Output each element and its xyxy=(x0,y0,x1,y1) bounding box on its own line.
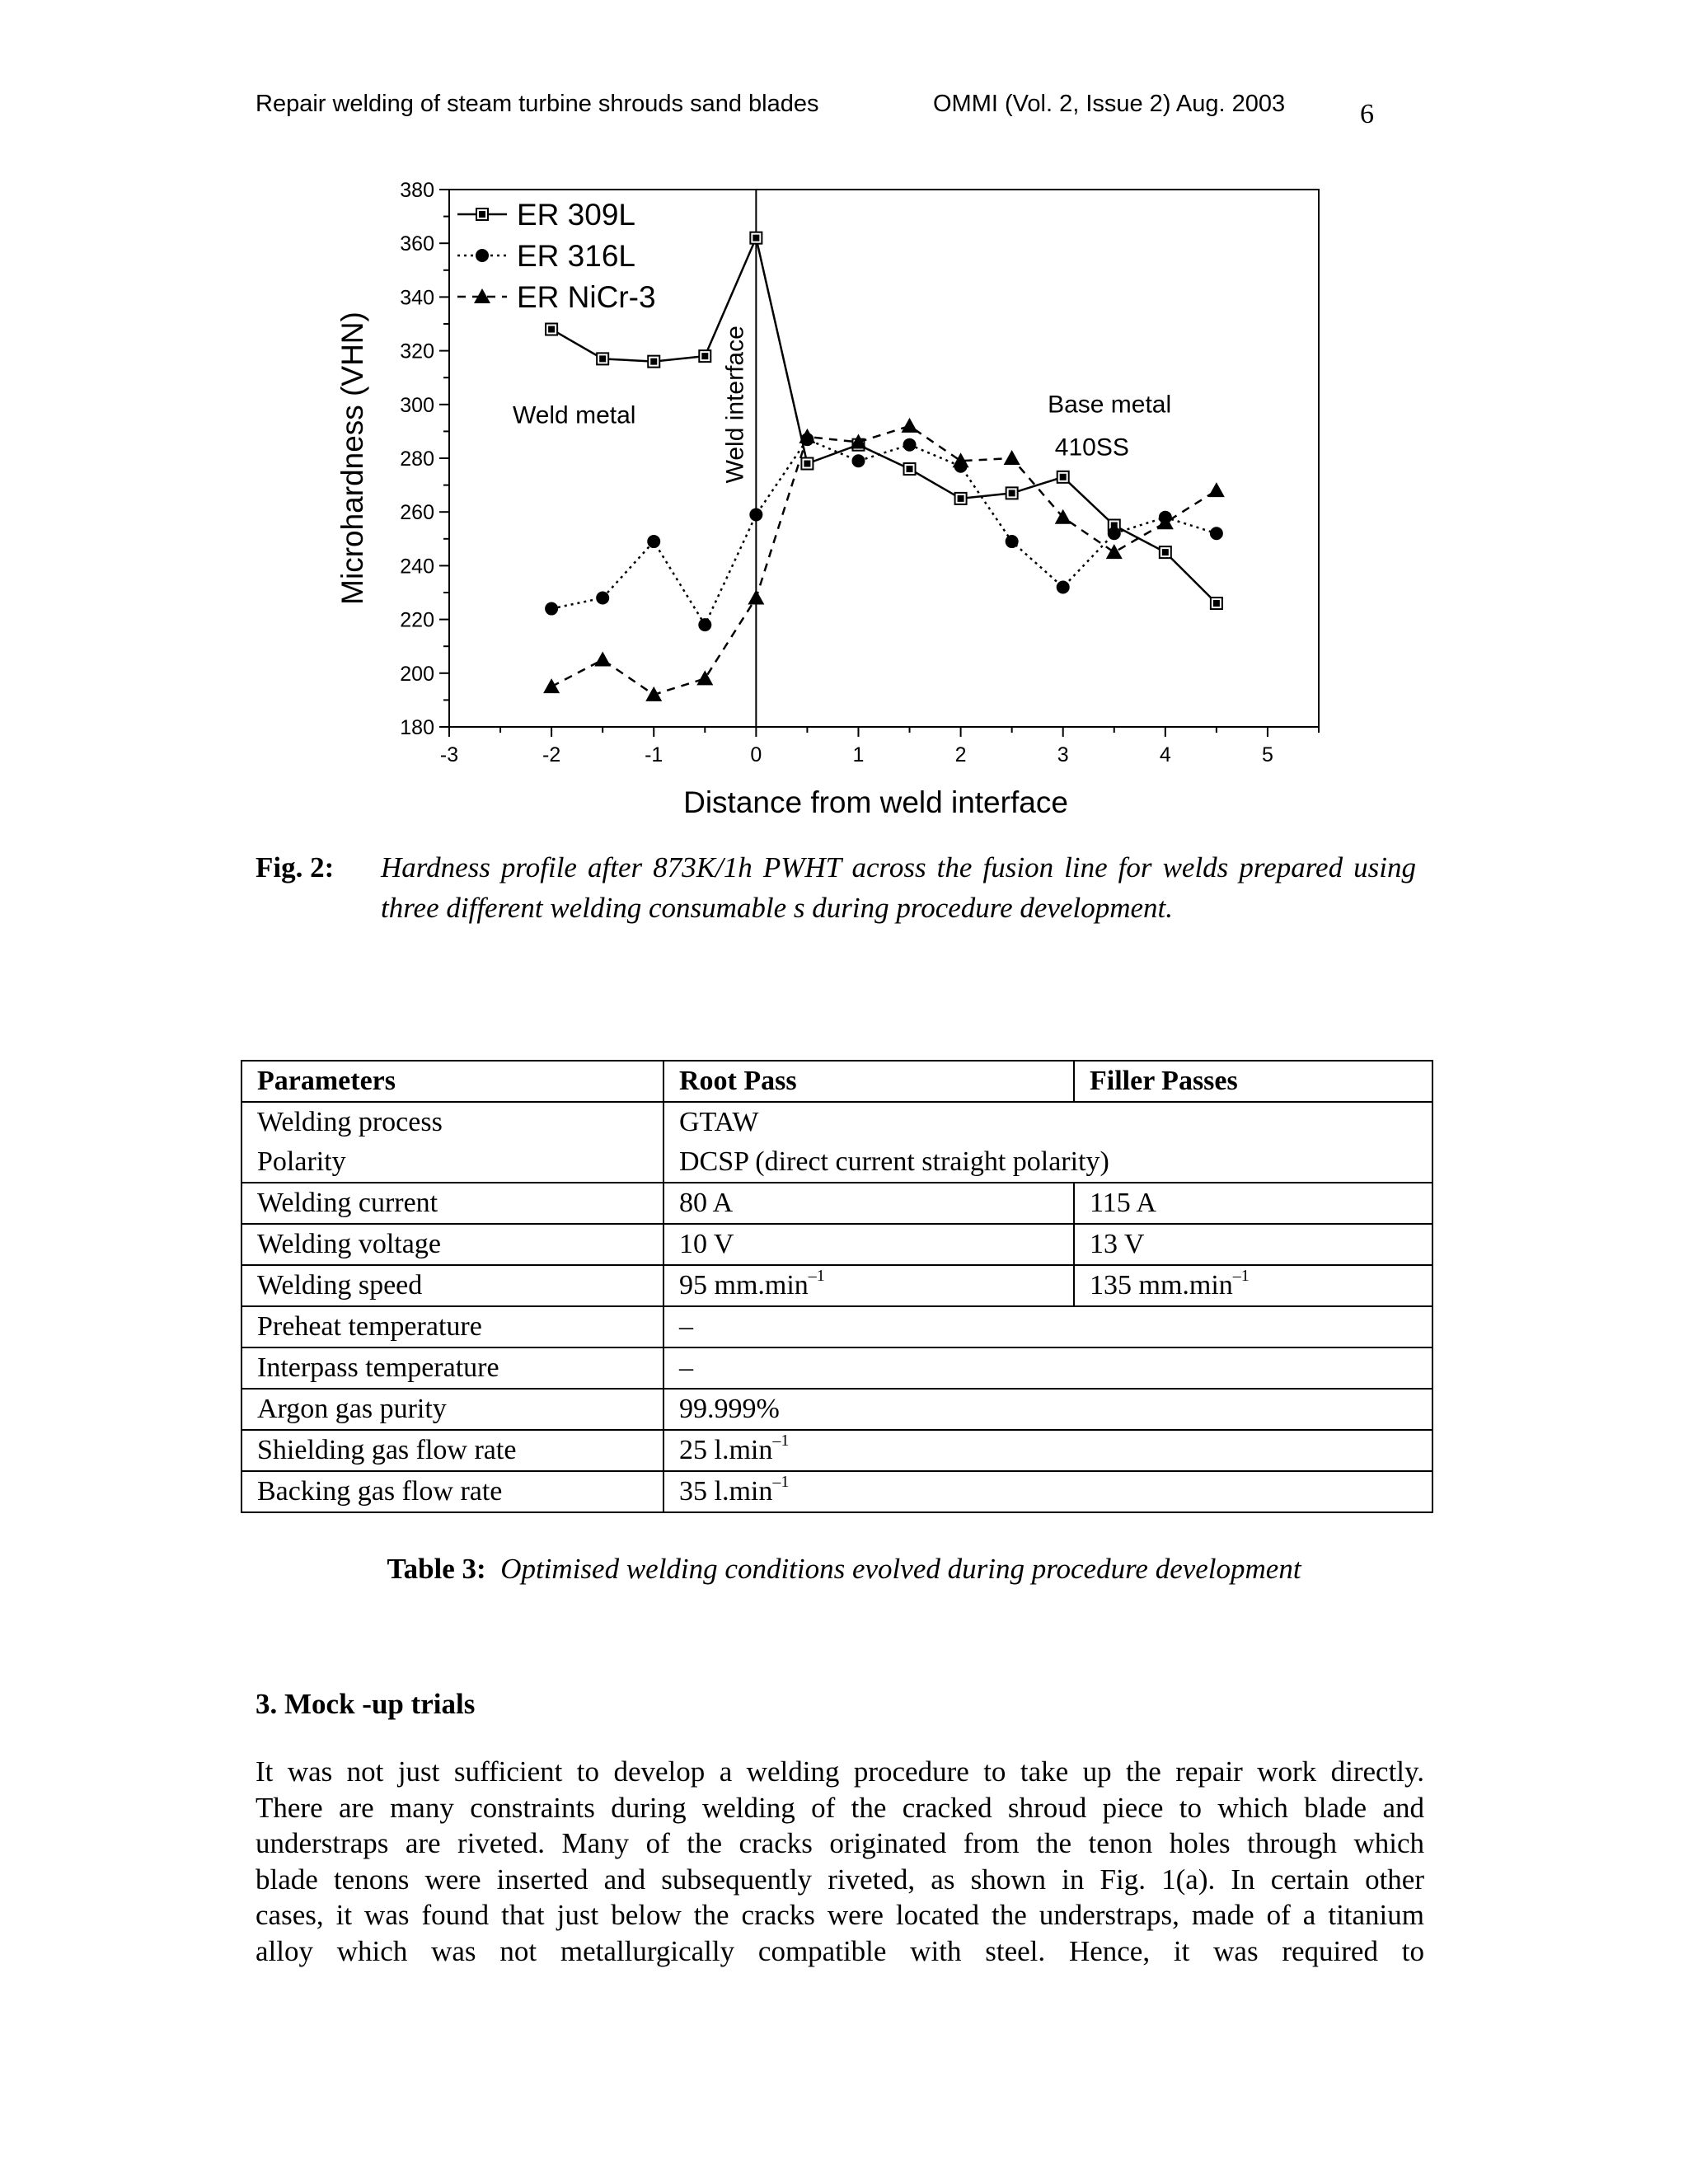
data-point xyxy=(1006,535,1019,548)
data-point xyxy=(543,678,560,693)
figure-caption-label: Fig. 2: xyxy=(256,851,335,883)
table-row xyxy=(241,1430,1432,1471)
cell-value: 80 A xyxy=(663,1183,1074,1224)
table-row xyxy=(241,1347,1432,1389)
table-header-cell: Parameters xyxy=(241,1061,663,1102)
base-metal-grade-annotation: 410SS xyxy=(1054,434,1129,462)
row-label: Polarity xyxy=(257,1146,346,1177)
y-axis-label: Microhardness (VHN) xyxy=(335,312,369,605)
row-label: Preheat temperature xyxy=(241,1306,663,1347)
superscript: –1 xyxy=(808,1267,825,1285)
table-header-cell: Filler Passes xyxy=(1074,1061,1432,1102)
y-tick-label: 220 xyxy=(400,608,434,632)
superscript: –1 xyxy=(772,1432,790,1450)
data-point-fill xyxy=(548,326,555,333)
table-row xyxy=(241,1183,1432,1224)
data-point xyxy=(1004,450,1020,465)
row-label: Welding speed xyxy=(241,1265,663,1306)
legend-label: ER NiCr-3 xyxy=(517,280,656,314)
data-point xyxy=(594,652,611,667)
data-point xyxy=(698,618,711,631)
data-point xyxy=(1210,527,1223,540)
data-point xyxy=(1057,580,1070,593)
journal-reference: OMMI (Vol. 2, Issue 2) Aug. 2003 xyxy=(933,91,1286,117)
data-point xyxy=(545,602,558,616)
row-label: Interpass temperature xyxy=(241,1347,663,1389)
y-tick-label: 240 xyxy=(400,555,434,579)
x-tick-label: 4 xyxy=(1159,743,1171,766)
y-tick-label: 200 xyxy=(400,662,434,686)
weld-interface-annotation: Weld interface xyxy=(721,326,749,484)
data-point-fill xyxy=(701,353,708,359)
table-caption-text: Optimised welding conditions evolved during procedure development xyxy=(500,1553,1301,1585)
x-tick-label: 5 xyxy=(1261,743,1273,766)
y-tick-label: 320 xyxy=(400,340,434,363)
paragraph-line: alloy which was not metallurgically compatible with steel. Hence, it was required to xyxy=(256,1934,1424,1967)
x-axis-label: Distance from weld interface xyxy=(683,785,1068,819)
row-label: Welding current xyxy=(241,1183,663,1224)
data-point xyxy=(1108,527,1121,540)
data-point-fill xyxy=(907,466,913,472)
data-point-fill xyxy=(804,461,810,467)
table-caption-label: Table 3: xyxy=(387,1553,486,1585)
table-cell xyxy=(241,1102,663,1183)
paragraph-line: cases, it was found that just below the cracks were located the understraps, made of a titanium xyxy=(256,1899,1424,1931)
welding-conditions-table xyxy=(241,1060,1433,1513)
cell-value: GTAW xyxy=(679,1107,759,1137)
y-tick-label: 180 xyxy=(400,716,434,739)
y-tick-label: 260 xyxy=(400,501,434,525)
x-tick-label: -2 xyxy=(542,743,561,766)
cell-value: DCSP (direct current straight polarity) xyxy=(679,1146,1109,1177)
cell-value: 135 mm.min xyxy=(1090,1270,1233,1301)
cell-value: 35 l.min xyxy=(679,1476,773,1507)
x-tick-label: -3 xyxy=(439,743,459,766)
body-paragraph xyxy=(256,1754,1424,1969)
data-point-fill xyxy=(1060,474,1067,480)
y-tick-label: 340 xyxy=(400,286,434,310)
data-point xyxy=(749,508,762,521)
data-point-fill xyxy=(1009,490,1015,496)
data-point xyxy=(1106,544,1123,559)
table-row xyxy=(241,1265,1432,1306)
cell-value: 13 V xyxy=(1074,1224,1432,1265)
row-label: Welding process xyxy=(257,1107,443,1137)
base-metal-annotation: Base metal xyxy=(1048,391,1172,419)
table-row xyxy=(241,1306,1432,1347)
y-tick-label: 300 xyxy=(400,393,434,417)
figure-caption-text: Hardness profile after 873K/1h PWHT across the fusion line for welds prepared using three different welding consumable s during procedure development. xyxy=(381,851,1416,924)
cell-value: 95 mm.min xyxy=(679,1270,809,1301)
legend-marker xyxy=(476,249,489,262)
table-row xyxy=(241,1389,1432,1430)
data-point-fill xyxy=(650,359,657,365)
data-point-fill xyxy=(1162,549,1169,555)
table-cell xyxy=(663,1430,1432,1471)
hardness-profile-chart xyxy=(305,173,1376,832)
data-point-fill xyxy=(599,355,606,362)
data-point xyxy=(696,670,713,685)
row-label: Welding voltage xyxy=(241,1224,663,1265)
running-title: Repair welding of steam turbine shrouds sand blades xyxy=(256,91,819,117)
table-header-cell: Root Pass xyxy=(663,1061,1074,1102)
table-cell xyxy=(663,1102,1432,1183)
y-tick-label: 280 xyxy=(400,448,434,471)
data-point xyxy=(1208,482,1225,497)
y-tick-label: 380 xyxy=(400,179,434,202)
table-row xyxy=(241,1471,1432,1512)
data-point xyxy=(903,438,917,452)
data-point xyxy=(647,535,660,548)
data-point xyxy=(1055,509,1071,524)
cell-value: 25 l.min xyxy=(679,1435,773,1465)
row-label: Argon gas purity xyxy=(241,1389,663,1430)
superscript: –1 xyxy=(1232,1267,1250,1285)
data-point-fill xyxy=(1213,600,1220,607)
table-header-row xyxy=(241,1061,1432,1102)
paragraph-line: There are many constraints during welding of the cracked shroud piece to which blade and xyxy=(256,1791,1424,1824)
page-number: 6 xyxy=(1360,99,1374,129)
cell-value: 115 A xyxy=(1074,1183,1432,1224)
y-tick-label: 360 xyxy=(400,232,434,256)
table-row xyxy=(241,1102,1432,1183)
x-tick-label: 0 xyxy=(750,743,762,766)
row-label: Shielding gas flow rate xyxy=(241,1430,663,1471)
legend-label: ER 309L xyxy=(517,198,635,232)
data-point-fill xyxy=(958,495,964,502)
paragraph-line: understraps are riveted. Many of the cracks originated from the tenon holes through which xyxy=(256,1827,1424,1859)
cell-value: – xyxy=(663,1347,1432,1389)
data-point xyxy=(902,418,918,433)
table-cell xyxy=(663,1471,1432,1512)
cell-value: 99.999% xyxy=(663,1389,1432,1430)
data-point xyxy=(596,592,609,605)
x-tick-label: -1 xyxy=(645,743,663,766)
data-point xyxy=(748,590,764,605)
legend-label: ER 316L xyxy=(517,239,635,273)
weld-metal-annotation: Weld metal xyxy=(512,401,636,429)
cell-value: – xyxy=(663,1306,1432,1347)
data-point-fill xyxy=(753,235,759,241)
data-point xyxy=(851,454,865,467)
table-caption xyxy=(0,1553,1688,1586)
table-cell xyxy=(1074,1265,1432,1306)
x-tick-label: 2 xyxy=(954,743,967,766)
series-line-3 xyxy=(551,426,1217,695)
superscript: –1 xyxy=(772,1473,790,1491)
legend-marker-fill xyxy=(479,211,485,218)
x-tick-label: 3 xyxy=(1057,743,1069,766)
section-heading: 3. Mock -up trials xyxy=(256,1688,476,1720)
paragraph-line: blade tenons were inserted and subsequently riveted, as shown in Fig. 1(a). In certain other xyxy=(256,1863,1424,1896)
x-tick-label: 1 xyxy=(852,743,865,766)
table-row xyxy=(241,1224,1432,1265)
paragraph-line: It was not just sufficient to develop a welding procedure to take up the repair work directly. xyxy=(256,1755,1424,1788)
table-cell xyxy=(663,1265,1074,1306)
page-header xyxy=(256,89,1401,138)
cell-value: 10 V xyxy=(663,1224,1074,1265)
row-label: Backing gas flow rate xyxy=(241,1471,663,1512)
